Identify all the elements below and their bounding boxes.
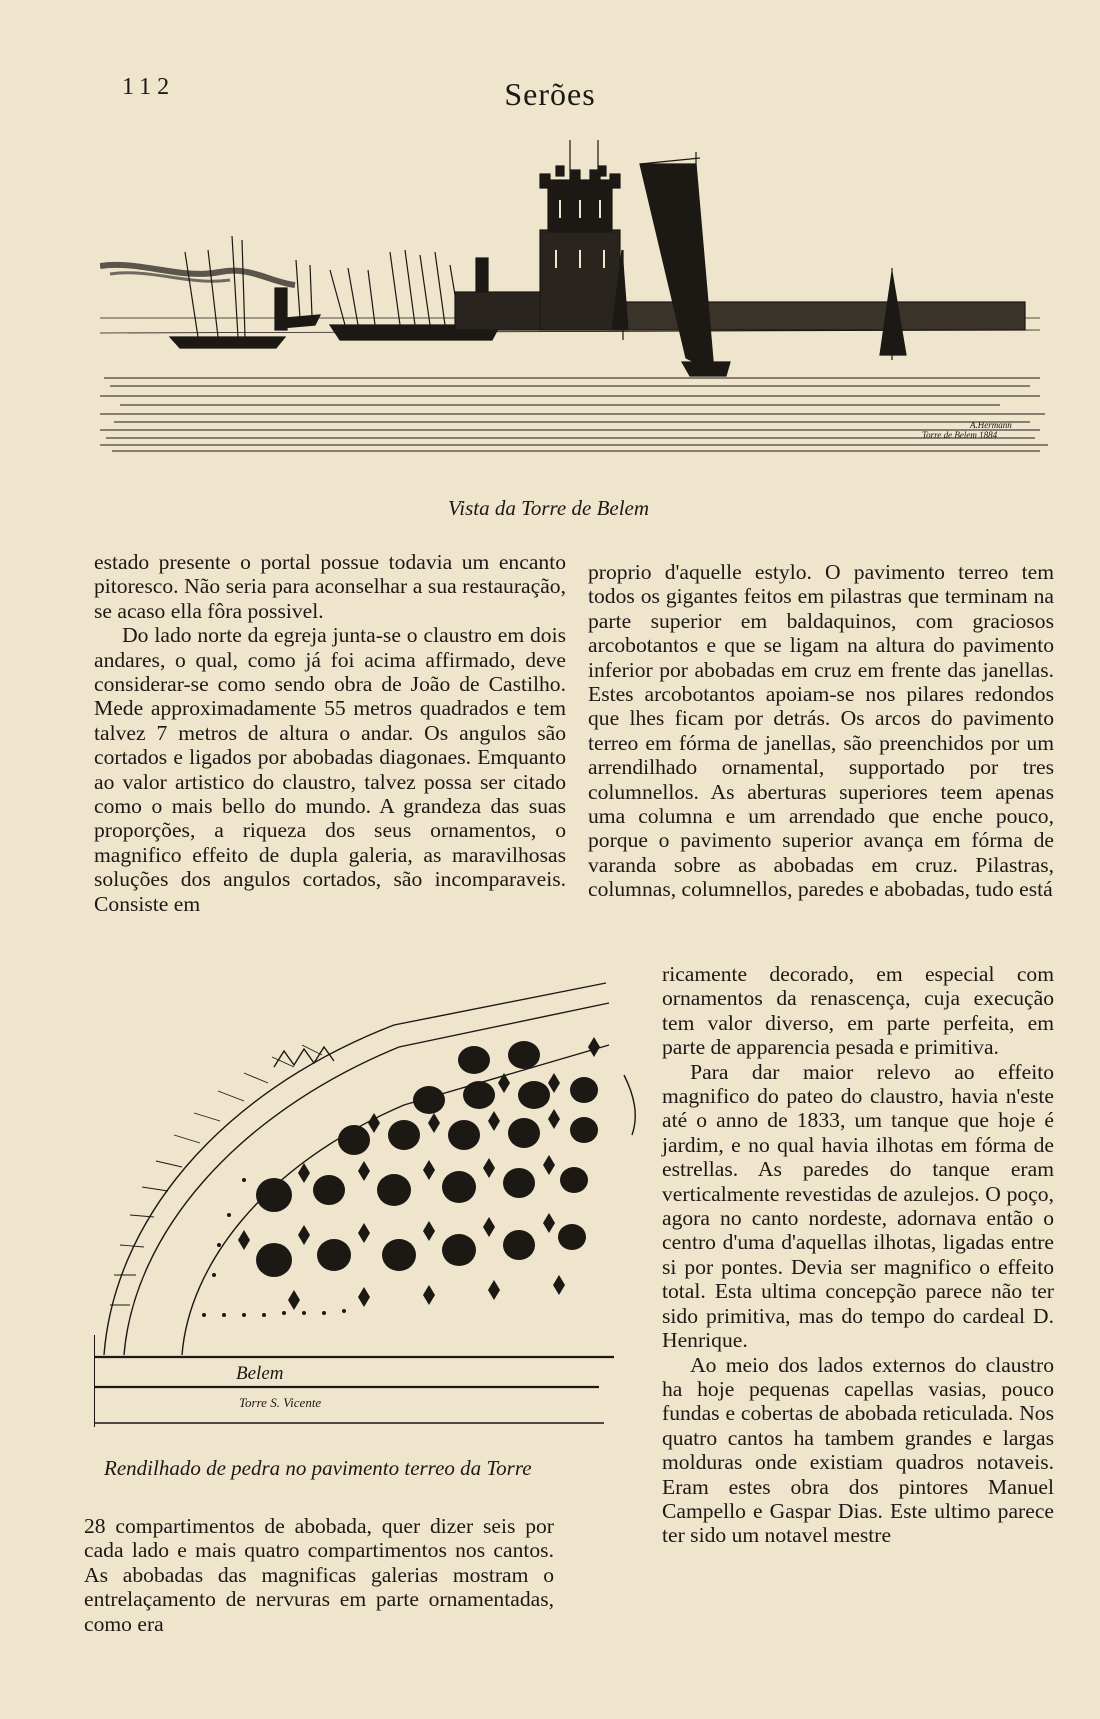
water-hatching [100,378,1048,451]
paragraph: Para dar maior relevo ao effeito magnifico do pateo do claustro, havia n'este até o anno de 1833, um tanque que hoje é jardim, e no qual havia ilhotas em fórma de estrellas. As paredes do tanque eram verticalmente revestidas de azulejos. O poço, agora no canto nordeste, adornava então o centro d'uma d'aquellas ilhotas, ligadas entre si por pontes. Devia ser magnifico o effeito total. Esta ultima concepção parece não ter sido primitiva, mas do tempo do cardeal D. Henrique. [662,1059,1054,1353]
right-column-top [588,560,1054,902]
paragraph: Ao meio dos lados externos do claustro ha hoje pequenas capellas vasias, pouco fundas e cobertas de abobada reticulada. Nos quatro cantos ha tambem grandes e largas molduras onde existiam quadros notaveis. Eram estes obra dos pintores Manuel Campello e Gaspar Dias. Este ultimo parece ter sido um notavel mestre [662,1352,1054,1548]
bottom-figure-caption: Rendilhado de pedra no pavimento terreo da Torre [104,1456,532,1480]
vault-ornament-sketch [94,975,654,1427]
illustration-signature-artist: A.Hermann [970,420,1012,430]
paragraph: estado presente o portal possue todavia um encanto pitoresco. Não seria para aconselhar a sua restauração, se acaso ella fôra possivel. [94,550,566,623]
paragraph: 28 compartimentos de abobada, quer dizer seis por cada lado e mais quatro compartimentos nos cantos. As abobadas das magnificas galerias mostram o entrelaçamento de nervuras em parte ornamentadas, como era [84,1514,554,1636]
page-number: 112 [122,74,176,100]
belem-tower-illustration [100,140,1050,490]
paragraph: proprio d'aquelle estylo. O pavimento terreo tem todos os gigantes feitos em pilastras que terminam na parte superior em baldaquinos, com graciosos arcobotantos e que se ligam na altura do pavimento inferior por abobadas em cruz em frente das janellas. Estes arcobotantos apoiam-se nos pilares redondos que lhes ficam por detrás. Os arcos do pavimento terreo em fórma de janellas, são preenchidos por um arrendilhado ornamental, supportado por tres columnellos. As aberturas superiores teem apenas uma columna e um arrendado que enche pouco, porque o pavimento superior avança em fórma de varanda sobre as abobadas em cruz. Pilastras, columnas, columnellos, paredes e abobadas, tudo está [588,560,1054,902]
right-column-narrow [662,962,1054,1548]
paragraph: ricamente decorado, em especial com ornamentos da renascença, cuja execução tem valor diverso, em parte perfeita, em parte de apparencia pesada e primitiva. [662,962,1054,1060]
sketch-label-torre: Torre S. Vicente [239,1395,322,1410]
running-title: Serões [504,76,596,112]
illustration-signature-place: Torre de Belem 1884 [922,430,998,440]
left-column-bottom [84,1514,554,1636]
sketch-label-belem: Belem [236,1363,284,1384]
top-figure-caption: Vista da Torre de Belem [448,496,650,520]
left-column-top [94,550,566,916]
paragraph: Do lado norte da egreja junta-se o claustro em dois andares, o qual, como já foi acima affirmado, deve considerar-se como sendo obra de João de Castilho. Mede approximadamente 55 metros quadrados e tem talvez 7 metros de altura o andar. Os angulos são cortados e ligados por abobadas diagonaes. Emquanto ao valor artistico do claustro, talvez possa ser citado como o mais bello do mundo. A grandeza das suas proporções, a riqueza dos seus ornamentos, o magnifico effeito de dupla galeria, as maravilhosas soluções dos angulos cortados, são incomparaveis. Consiste em [94,623,566,916]
